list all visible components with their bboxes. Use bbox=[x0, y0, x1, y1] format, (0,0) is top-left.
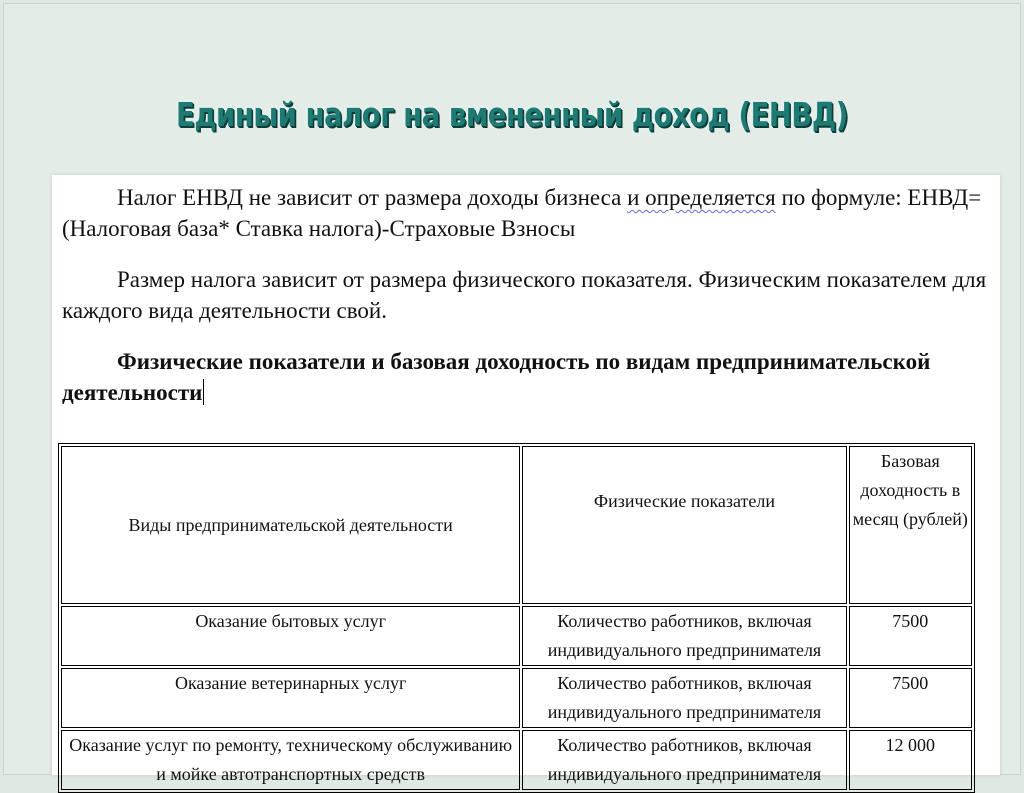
document-page[interactable] bbox=[52, 175, 1000, 784]
section-heading bbox=[62, 346, 987, 408]
cell-activity: Оказание бытовых услуг bbox=[61, 606, 520, 666]
header-income: Базовая доходность в месяц (рублей) bbox=[849, 446, 972, 604]
cell-activity: Оказание ветеринарных услуг bbox=[61, 668, 520, 728]
cell-income: 7500 bbox=[849, 606, 972, 666]
table-row bbox=[61, 730, 972, 790]
spellcheck-flagged-text[interactable]: и определяется bbox=[627, 185, 776, 210]
paragraph-formula-end: по формуле: ЕНВД=(Налоговая база* Ставка налога)-Страховые Взносы bbox=[62, 185, 982, 241]
cell-activity: Оказание услуг по ремонту, техническому обслуживанию и мойке автотранспортных средств bbox=[61, 730, 520, 790]
table-row bbox=[61, 606, 972, 666]
indicators-table bbox=[58, 443, 975, 793]
cell-indicator: Количество работников, включая индивидуального предпринимателя bbox=[522, 668, 846, 728]
slide-title: Единый налог на вмененный доход (ЕНВД) bbox=[176, 95, 848, 134]
cell-indicator: Количество работников, включая индивидуального предпринимателя bbox=[522, 730, 846, 790]
paragraph-indicator: Размер налога зависит от размера физического показателя. Физическим показателем для каждого вида деятельности свой. bbox=[62, 267, 987, 323]
text-cursor bbox=[203, 379, 204, 405]
header-activity: Виды предпринимательской деятельности bbox=[61, 446, 520, 604]
paragraph-formula-start: Налог ЕНВД не зависит от размера доходы бизнеса bbox=[117, 185, 628, 210]
table-row bbox=[61, 668, 972, 728]
paragraph-formula bbox=[62, 182, 987, 244]
cell-income: 7500 bbox=[849, 668, 972, 728]
section-heading-text: Физические показатели и базовая доходность по видам предпринимательской деятельности bbox=[62, 349, 931, 405]
cell-income: 12 000 bbox=[849, 730, 972, 790]
table-header-row bbox=[61, 446, 972, 604]
cell-indicator: Количество работников, включая индивидуального предпринимателя bbox=[522, 606, 846, 666]
header-indicator: Физические показатели bbox=[522, 446, 846, 604]
